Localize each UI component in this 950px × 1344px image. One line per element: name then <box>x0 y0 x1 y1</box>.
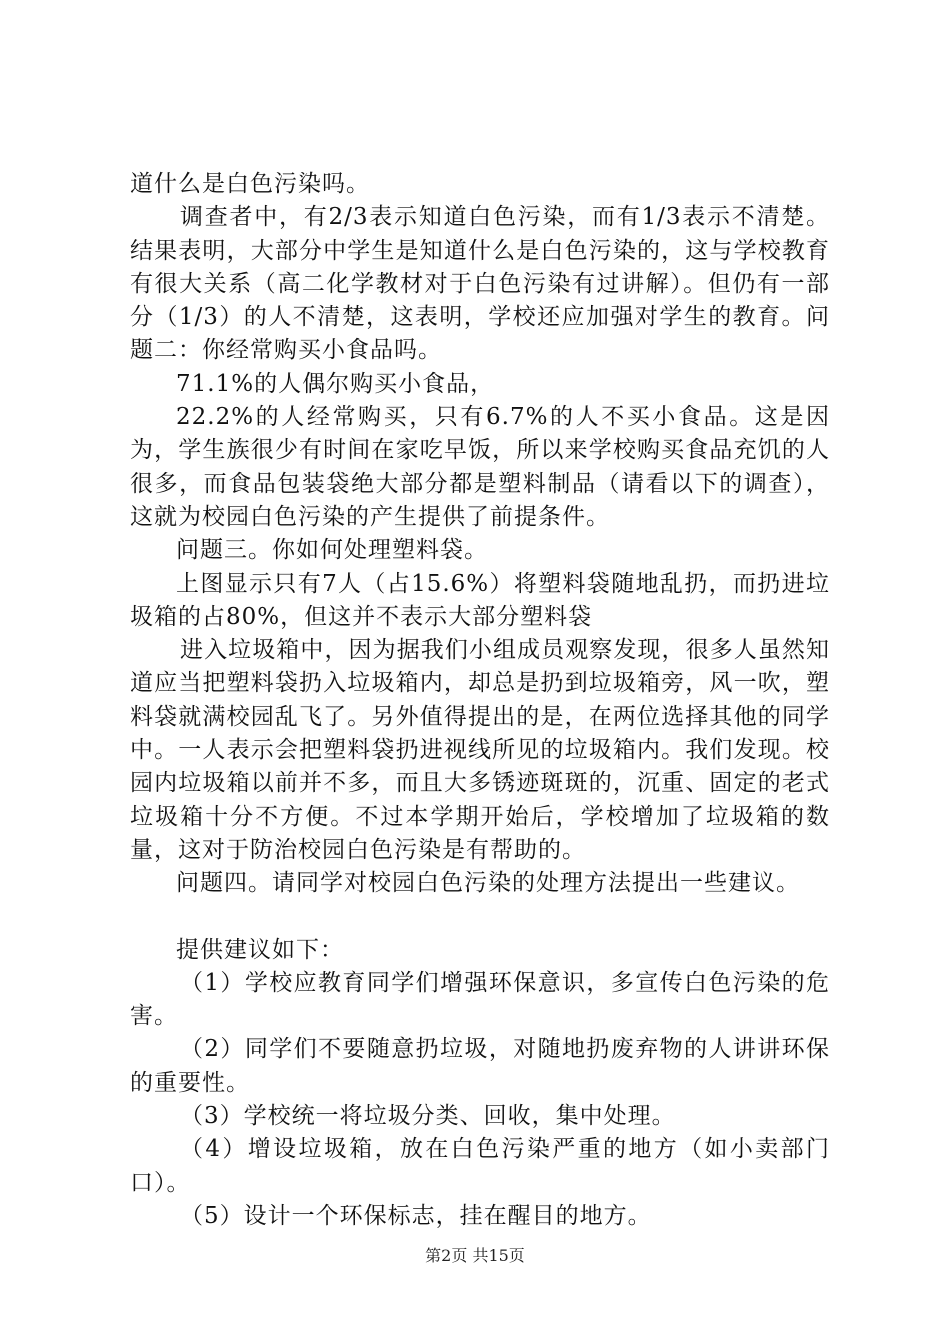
paragraph-spacer <box>130 901 830 934</box>
page-number-footer: 第2页 共15页 <box>425 1246 525 1265</box>
suggestion-item-1: （1）学校应教育同学们增强环保意识，多宣传白色污染的危害。 <box>130 969 830 1030</box>
paragraph-continuation: 道什么是白色污染吗。 <box>130 171 370 197</box>
document-body <box>130 168 830 1233</box>
paragraph-snack-occasional: 71.1%的人偶尔购买小食品， <box>176 370 495 397</box>
paragraph-suggestions-intro: 提供建议如下： <box>176 936 344 963</box>
paragraph-plastic-bag-result: 上图显示只有7人（占15.6%）将塑料袋随地乱扔，而扔进垃圾箱的占80%，但这并不表示大部分塑料袋 <box>130 570 830 630</box>
paragraph-survey-result-1: 调查者中，有2/3表示知道白色污染，而有1/3表示不清楚。结果表明，大部分中学生是知道什么是白色污染的，这与学校教育有很大关系（高二化学教材对于白色污染有过讲解）。但仍有一部分（1/3）的人不清楚，这表明，学校还应加强对学生的教育。问题二：你经常购买小食品吗。 <box>130 204 830 364</box>
suggestion-item-2: （2）同学们不要随意扔垃圾，对随地扔废弃物的人讲讲环保的重要性。 <box>130 1036 830 1096</box>
suggestion-item-4: （4）增设垃圾箱，放在白色污染严重的地方（如小卖部门口）。 <box>130 1136 830 1196</box>
suggestion-item-3: （3）学校统一将垃圾分类、回收，集中处理。 <box>180 1103 676 1130</box>
suggestion-item-5: （5）设计一个环保标志，挂在醒目的地方。 <box>180 1202 652 1229</box>
paragraph-observation: 进入垃圾箱中，因为据我们小组成员观察发现，很多人虽然知道应当把塑料袋扔入垃圾箱内，却总是扔到垃圾箱旁，风一吹，塑料袋就满校园乱飞了。另外值得提出的是，在两位选择其他的同学中。一人表示会把塑料袋扔进视线所见的垃圾箱内。我们发现。校园内垃圾箱以前并不多，而且大多锈迹斑斑的，沉重、固定的老式垃圾箱十分不方便。不过本学期开始后，学校增加了垃圾箱的数量，这对于防治校园白色污染是有帮助的。 <box>130 637 830 863</box>
paragraph-question-3: 问题三。你如何处理塑料袋。 <box>176 537 488 564</box>
paragraph-question-4: 问题四。请同学对校园白色污染的处理方法提出一些建议。 <box>176 870 800 897</box>
paragraph-snack-frequent: 22.2%的人经常购买，只有6.7%的人不买小食品。这是因为，学生族很少有时间在家吃早饭，所以来学校购买食品充饥的人很多，而食品包装袋绝大部分都是塑料制品（请看以下的调查），这就为校园白色污染的产生提供了前提条件。 <box>130 404 830 530</box>
